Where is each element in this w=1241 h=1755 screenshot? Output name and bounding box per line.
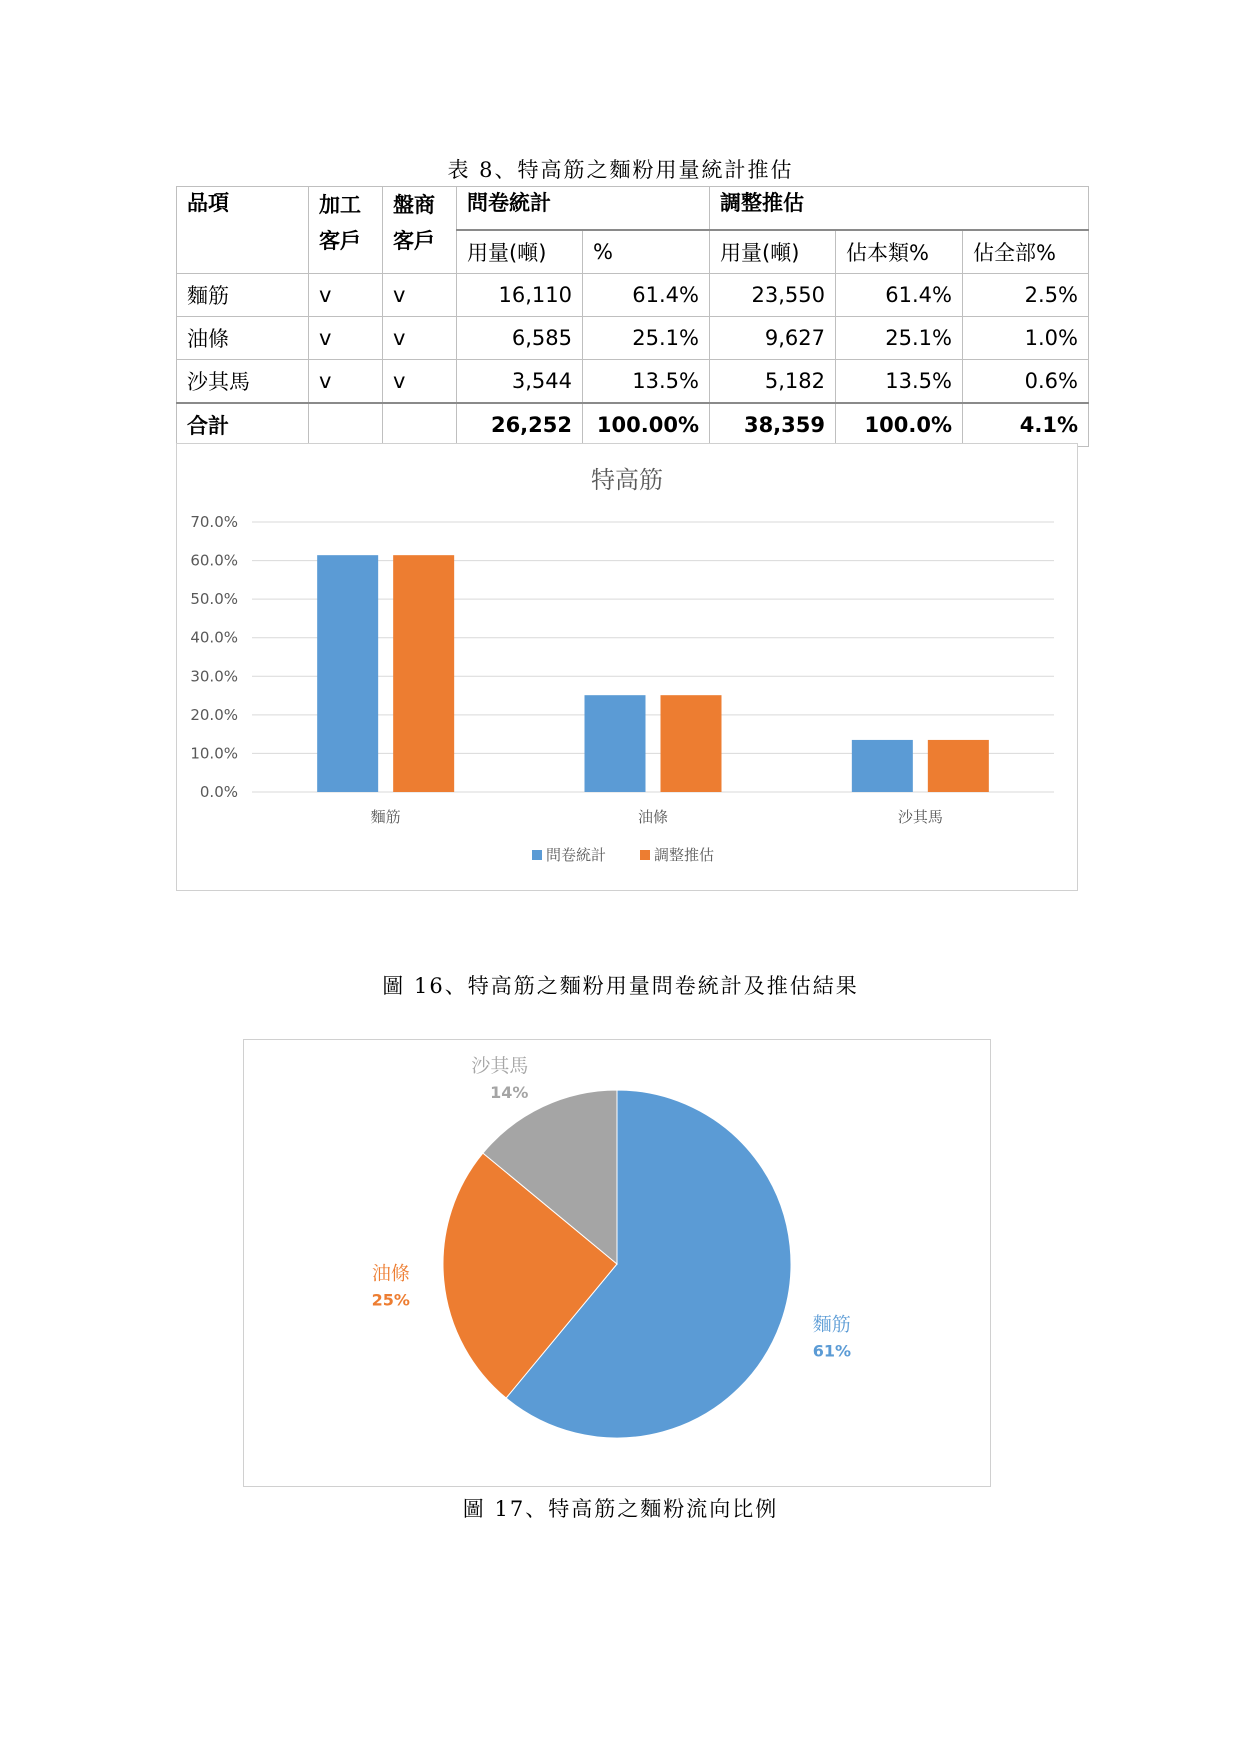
header-processing-customer: 加工客戶 <box>309 187 383 274</box>
header-survey-pct: % <box>583 230 710 274</box>
row-adjusted-usage: 5,182 <box>710 360 836 404</box>
bar-chart-title: 特高筋 <box>591 466 663 494</box>
total-wholesale <box>383 403 457 447</box>
y-tick-label: 20.0% <box>190 705 238 724</box>
row-survey-usage: 3,544 <box>457 360 583 404</box>
table-row <box>177 317 1089 360</box>
pie-label: 麵筋 <box>812 1313 851 1336</box>
table-caption: 表 8、特高筋之麵粉用量統計推估 <box>447 158 794 182</box>
bar <box>928 740 989 792</box>
pie-chart-frame <box>243 1039 991 1487</box>
bar <box>585 695 646 792</box>
bar <box>317 555 378 792</box>
bar <box>661 695 722 792</box>
total-item: 合計 <box>177 403 309 447</box>
row-wholesale: v <box>383 317 457 360</box>
pie-label: 沙其馬 <box>471 1054 529 1077</box>
row-adjusted-usage: 23,550 <box>710 274 836 317</box>
total-survey-pct: 100.00% <box>583 403 710 447</box>
legend-label: 問卷統計 <box>546 846 607 864</box>
row-category-pct: 13.5% <box>836 360 963 404</box>
pie-pct-label: 61% <box>812 1341 852 1361</box>
row-wholesale: v <box>383 274 457 317</box>
row-survey-usage: 16,110 <box>457 274 583 317</box>
row-survey-pct: 25.1% <box>583 317 710 360</box>
header-survey-usage: 用量(噸) <box>457 230 583 274</box>
figure17-caption: 圖 17、特高筋之麵粉流向比例 <box>462 1497 779 1521</box>
legend-label: 調整推估 <box>654 846 715 864</box>
total-processing <box>309 403 383 447</box>
figure16-caption: 圖 16、特高筋之麵粉用量問卷統計及推估結果 <box>382 974 859 998</box>
row-processing: v <box>309 360 383 404</box>
x-tick-label: 麵筋 <box>370 808 401 826</box>
header-adjusted-usage: 用量(噸) <box>710 230 836 274</box>
row-item: 沙其馬 <box>177 360 309 404</box>
total-adjusted-usage: 38,359 <box>710 403 836 447</box>
y-tick-label: 10.0% <box>190 744 238 763</box>
x-tick-label: 沙其馬 <box>897 808 943 826</box>
header-survey: 問卷統計 <box>457 187 710 231</box>
row-processing: v <box>309 317 383 360</box>
total-total-pct: 4.1% <box>963 403 1089 447</box>
row-adjusted-usage: 9,627 <box>710 317 836 360</box>
y-tick-label: 30.0% <box>190 667 238 686</box>
header-est-category-pct: 佔本類% <box>836 230 963 274</box>
row-category-pct: 61.4% <box>836 274 963 317</box>
table-row <box>177 274 1089 317</box>
header-adjusted: 調整推估 <box>710 187 1089 231</box>
y-tick-label: 60.0% <box>190 551 238 570</box>
row-category-pct: 25.1% <box>836 317 963 360</box>
x-tick-label: 油條 <box>637 808 669 826</box>
header-est-total-pct: 佔全部% <box>963 230 1089 274</box>
row-survey-pct: 13.5% <box>583 360 710 404</box>
row-survey-pct: 61.4% <box>583 274 710 317</box>
pie-chart <box>244 1040 990 1486</box>
total-survey-usage: 26,252 <box>457 403 583 447</box>
table-row <box>177 360 1089 404</box>
y-tick-label: 50.0% <box>190 590 238 609</box>
row-wholesale: v <box>383 360 457 404</box>
row-item: 麵筋 <box>177 274 309 317</box>
header-item: 品項 <box>177 187 309 274</box>
y-tick-label: 0.0% <box>199 783 238 801</box>
row-total-pct: 2.5% <box>963 274 1089 317</box>
usage-table <box>176 186 1089 447</box>
pie-pct-label: 25% <box>371 1290 410 1310</box>
bar-chart-frame <box>176 443 1078 891</box>
row-total-pct: 1.0% <box>963 317 1089 360</box>
table-total-row <box>177 403 1089 447</box>
bar-chart <box>177 444 1077 890</box>
pie-label: 油條 <box>371 1262 410 1285</box>
legend-swatch <box>640 850 650 860</box>
y-tick-label: 70.0% <box>190 513 238 531</box>
row-processing: v <box>309 274 383 317</box>
bar <box>852 740 913 792</box>
total-category-pct: 100.0% <box>836 403 963 447</box>
y-tick-label: 40.0% <box>190 628 238 647</box>
pie-pct-label: 14% <box>490 1082 529 1102</box>
row-item: 油條 <box>177 317 309 360</box>
bar <box>393 555 454 792</box>
legend-swatch <box>532 850 542 860</box>
header-wholesale-customer: 盤商客戶 <box>383 187 457 274</box>
row-survey-usage: 6,585 <box>457 317 583 360</box>
row-total-pct: 0.6% <box>963 360 1089 404</box>
